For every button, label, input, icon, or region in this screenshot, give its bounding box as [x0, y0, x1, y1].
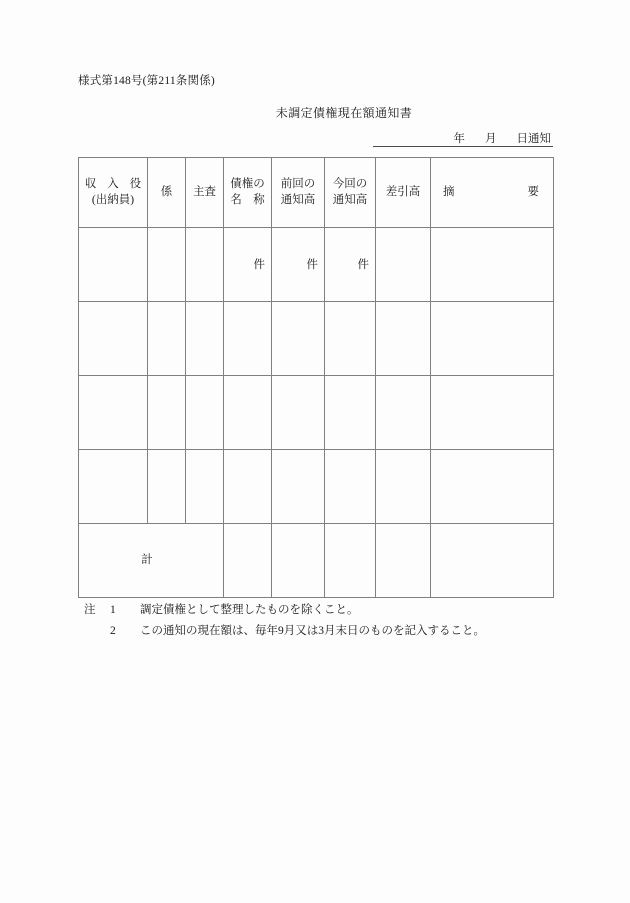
cell-inspector[interactable]	[186, 450, 224, 524]
cell-total-current-amount[interactable]	[325, 524, 376, 598]
header-previous-line1: 前回の	[280, 177, 316, 190]
note-item-1	[84, 600, 485, 621]
cell-claim-name[interactable]	[224, 450, 272, 524]
header-claim-name-line2: 名 称	[230, 193, 265, 206]
cell-previous-amount[interactable]	[272, 302, 325, 376]
note-text-2: この通知の現在額は、毎年9月又は3月末日のものを記入すること。	[140, 625, 485, 638]
header-cell-section	[148, 158, 186, 228]
notes-section	[84, 600, 485, 643]
header-cell-claim-name	[224, 158, 272, 228]
header-difference-label: 差引高	[385, 185, 421, 198]
table-row	[79, 228, 554, 302]
cell-cashier[interactable]	[79, 228, 148, 302]
cell-current-amount[interactable]	[325, 450, 376, 524]
header-section-label: 係	[160, 185, 173, 198]
cell-previous-amount[interactable]	[272, 376, 325, 450]
cell-cashier[interactable]	[79, 302, 148, 376]
cell-difference[interactable]	[376, 450, 431, 524]
cell-section[interactable]	[148, 228, 186, 302]
cell-remarks[interactable]	[431, 302, 554, 376]
header-cell-inspector	[186, 158, 224, 228]
cell-remarks[interactable]	[431, 228, 554, 302]
cell-total-label	[79, 524, 224, 598]
header-cell-difference	[376, 158, 431, 228]
header-cashier-line1: 収 入 役	[84, 177, 146, 190]
cell-total-claim-name[interactable]	[224, 524, 272, 598]
table-total-row	[79, 524, 554, 598]
table-header-row	[79, 158, 554, 228]
cell-total-difference[interactable]	[376, 524, 431, 598]
date-notice-line	[373, 128, 553, 147]
cell-current-amount[interactable]	[325, 302, 376, 376]
table-row	[79, 376, 554, 450]
header-cell-current-amount	[325, 158, 376, 228]
cell-cashier[interactable]	[79, 376, 148, 450]
cell-claim-name[interactable]	[224, 302, 272, 376]
unit-marker-current: 件	[357, 258, 369, 271]
date-year-label: 年	[453, 133, 465, 145]
cell-difference[interactable]	[376, 302, 431, 376]
note-number-2: 2	[110, 625, 116, 638]
cell-section[interactable]	[148, 302, 186, 376]
header-current-line2: 通知高	[332, 193, 368, 206]
header-remarks-char2: 要	[527, 185, 539, 198]
header-inspector-label: 主査	[193, 185, 216, 198]
header-cell-remarks	[431, 158, 554, 228]
header-cell-cashier	[79, 158, 148, 228]
cell-total-remarks[interactable]	[431, 524, 554, 598]
cell-inspector[interactable]	[186, 228, 224, 302]
cell-previous-amount[interactable]	[272, 228, 325, 302]
cell-inspector[interactable]	[186, 302, 224, 376]
date-day-notice-label: 日通知	[516, 133, 551, 145]
unit-marker-previous: 件	[306, 258, 318, 271]
cell-previous-amount[interactable]	[272, 450, 325, 524]
notification-table	[78, 157, 554, 598]
cell-difference[interactable]	[376, 376, 431, 450]
note-marker-spacer	[84, 621, 110, 642]
header-cell-previous-amount	[272, 158, 325, 228]
table-row	[79, 450, 554, 524]
cell-total-previous-amount[interactable]	[272, 524, 325, 598]
cell-section[interactable]	[148, 450, 186, 524]
cell-current-amount[interactable]	[325, 376, 376, 450]
note-text-1: 調定債権として整理したものを除くこと。	[140, 604, 359, 616]
form-number: 様式第148号(第211条関係)	[78, 75, 215, 87]
cell-inspector[interactable]	[186, 376, 224, 450]
note-number-1: 1	[110, 604, 116, 616]
cell-cashier[interactable]	[79, 450, 148, 524]
header-current-line1: 今回の	[332, 177, 368, 190]
date-month-label: 月	[485, 133, 497, 145]
cell-remarks[interactable]	[431, 450, 554, 524]
header-claim-name-line1: 債権の	[230, 177, 265, 190]
header-remarks-char1: 摘	[443, 185, 455, 198]
cell-difference[interactable]	[376, 228, 431, 302]
cell-claim-name[interactable]	[224, 376, 272, 450]
header-previous-line2: 通知高	[280, 193, 316, 206]
note-item-2	[84, 621, 485, 642]
document-title: 未調定債権現在額通知書	[275, 106, 413, 120]
cell-remarks[interactable]	[431, 376, 554, 450]
cell-section[interactable]	[148, 376, 186, 450]
header-cashier-line2: (出納員)	[91, 193, 135, 206]
unit-marker-claim-name: 件	[253, 258, 265, 271]
table-row	[79, 302, 554, 376]
cell-claim-name[interactable]	[224, 228, 272, 302]
cell-current-amount[interactable]	[325, 228, 376, 302]
notes-marker: 注	[84, 604, 96, 616]
total-label-text: 計	[141, 553, 153, 566]
